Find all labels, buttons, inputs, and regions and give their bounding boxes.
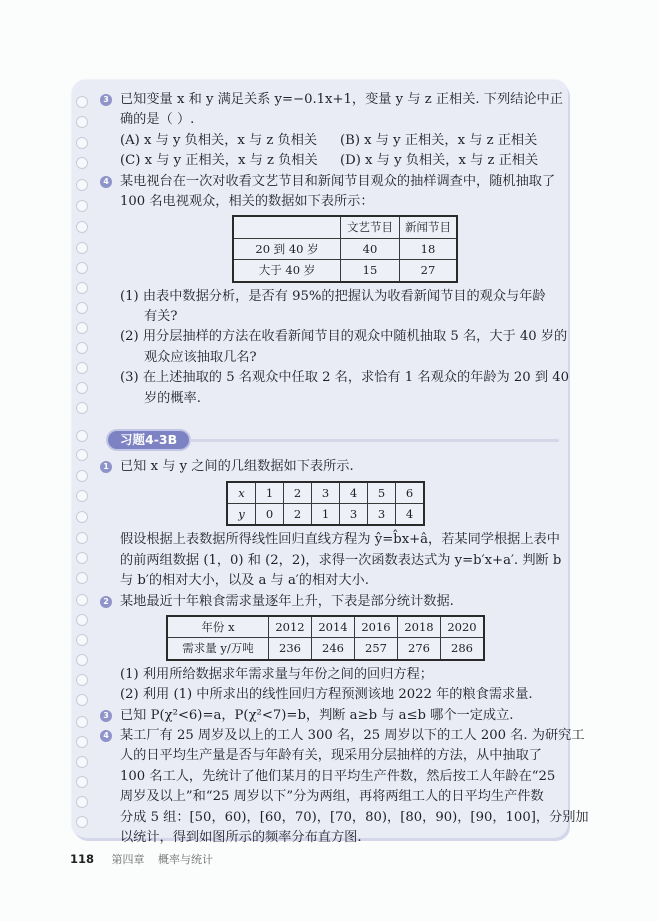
problem-text-line: 已知 P(χ²<6)=a，P(χ²<7)=b，判断 a≥b 与 a≤b 哪个一定成立.	[120, 707, 514, 723]
options-row	[120, 131, 561, 151]
subquestion-2-cont: 观众应该抽取几名?	[144, 349, 257, 365]
problem-text-line: 确的是（ ）.	[120, 112, 195, 128]
binder-hole-icon	[76, 322, 88, 334]
binder-hole-icon	[76, 634, 88, 646]
binder-hole-icon	[76, 362, 88, 374]
binder-hole-icon	[76, 221, 88, 233]
table-cell: 大于 40 岁	[233, 260, 341, 282]
problem-text-line: 周岁及以上”和“25 周岁以下”分为两组，再将两组工人的日平均生产件数	[120, 789, 544, 805]
table-cell: 2	[284, 482, 312, 504]
option-c: (C) x 与 y 正相关，x 与 z 负相关	[120, 153, 318, 169]
option-b: (B) x 与 y 正相关，x 与 z 正相关	[340, 132, 538, 148]
table-cell: 18	[400, 238, 458, 259]
subquestion-1: (1) 由表中数据分析，是否有 95%的把握认为收看新闻节目的观众与年龄	[120, 288, 546, 304]
binder-hole-icon	[76, 157, 88, 169]
subquestion-2: (2) 利用 (1) 中所求出的线性回归方程预测该地 2022 年的粮食需求量.	[120, 687, 533, 703]
binder-hole-icon	[76, 756, 88, 768]
problem-text-line: 假设根据上表数据所得线性回归直线方程为 ŷ=b̂x+â，若某同学根据上表中	[120, 532, 560, 548]
binder-hole-icon	[76, 552, 88, 564]
binder-hole-icon	[76, 796, 88, 808]
table-cell: 2014	[312, 616, 355, 638]
problem-text-line: 100 名工人，先统计了他们某月的日平均生产件数，然后按工人年龄在“25	[120, 768, 556, 784]
subquestion-2: (2) 用分层抽样的方法在收看新闻节目的观众中随机抽取 5 名，大于 40 岁的	[120, 329, 568, 345]
table-cell: 3	[368, 503, 396, 525]
binder-hole-icon	[76, 430, 88, 442]
binder-hole-icon	[76, 302, 88, 314]
binder-hole-icon	[76, 449, 88, 461]
problem-text-line: 100 名电视观众，相关的数据如下表所示：	[120, 194, 374, 210]
problem-text-line: 分成 5 组：[50，60)，[60，70)，[70，80)，[80，90)，[90，100]，分别加	[120, 809, 589, 825]
problem-b3	[96, 706, 561, 726]
problem-text-line: 已知 x 与 y 之间的几组数据如下表所示.	[120, 459, 354, 475]
problem-number-badge: 4	[100, 730, 112, 742]
table-cell: 4	[340, 482, 368, 504]
table-cell: 27	[400, 260, 458, 282]
problem-number-badge: 3	[100, 94, 112, 106]
table-cell: 2	[284, 503, 312, 525]
binder-hole-icon	[76, 511, 88, 523]
binder-hole-icon	[76, 776, 88, 788]
problem-text-line: 人的日平均生产量是否与年龄有关，现采用分层抽样的方法，从中抽取了	[120, 748, 542, 764]
table-cell: y	[227, 503, 256, 525]
binder-hole-icon	[76, 572, 88, 584]
problem-4	[96, 172, 570, 409]
problem-3	[96, 90, 561, 172]
problem-number-badge: 2	[100, 596, 112, 608]
table-header-cell: 文艺节目	[341, 216, 400, 238]
table-cell: 236	[269, 638, 312, 660]
binder-hole-icon	[76, 674, 88, 686]
page-number: 118	[70, 852, 95, 866]
page-footer	[70, 851, 213, 867]
table-cell: 40	[341, 238, 400, 259]
problem-b2	[96, 592, 561, 706]
chapter-title: 概率与统计	[158, 853, 214, 866]
problem-number-badge: 1	[100, 461, 112, 473]
section-header	[100, 427, 561, 455]
binder-hole-icon	[76, 532, 88, 544]
problem-b1	[96, 457, 561, 591]
table-cell: 需求量 y/万吨	[167, 638, 269, 660]
binder-hole-icon	[76, 736, 88, 748]
binder-hole-icon	[76, 816, 88, 828]
problem-text-line: 某电视台在一次对收看文艺节目和新闻节目观众的抽样调查中，随机抽取了	[120, 173, 556, 189]
binder-hole-icon	[76, 179, 88, 191]
subquestion-1-cont: 有关?	[144, 309, 178, 325]
problem-text-line: 某工厂有 25 周岁及以上的工人 300 名，25 周岁以下的工人 200 名. 为研究工	[120, 727, 585, 743]
binder-hole-icon	[76, 200, 88, 212]
table-cell: 2012	[269, 616, 312, 638]
table-cell: 3	[312, 482, 340, 504]
problem-b4	[96, 726, 589, 848]
binder-hole-icon	[76, 490, 88, 502]
table-cell: 4	[396, 503, 425, 525]
binder-hole-icon	[76, 614, 88, 626]
table-header-cell	[233, 216, 341, 238]
problem-text-line: 的前两组数据 (1，0) 和 (2，2)，求得一次函数表达式为 y=b′x+a′. 判断 b	[120, 552, 562, 568]
problem-text-line: 以统计，得到如图所示的频率分布直方图.	[120, 830, 362, 845]
binder-hole-icon	[76, 694, 88, 706]
subquestion-3: (3) 在上述抽取的 5 名观众中任取 2 名，求恰有 1 名观众的年龄为 20 到 40	[120, 370, 570, 386]
table-cell: 2018	[398, 616, 441, 638]
exercise-content	[96, 90, 589, 848]
problem-number-badge: 3	[100, 710, 112, 722]
binder-hole-icon	[76, 342, 88, 354]
option-d: (D) x 与 y 负相关，x 与 z 正相关	[340, 153, 539, 169]
table-cell: 276	[398, 638, 441, 660]
binder-hole-icon	[76, 402, 88, 414]
binder-hole-icon	[76, 654, 88, 666]
binder-hole-icon	[76, 470, 88, 482]
xy-data-table	[226, 481, 425, 527]
binder-hole-icon	[76, 594, 88, 606]
table-cell: 20 到 40 岁	[233, 238, 341, 259]
binder-hole-icon	[76, 137, 88, 149]
subquestion-3-cont: 岁的概率.	[144, 390, 201, 406]
binder-hole-icon	[76, 716, 88, 728]
grain-demand-table	[166, 615, 485, 661]
subquestion-1: (1) 利用所给数据求年需求量与年份之间的回归方程；	[120, 666, 433, 682]
table-header-cell: 新闻节目	[400, 216, 458, 238]
binder-hole-icon	[76, 242, 88, 254]
table-cell: 6	[396, 482, 425, 504]
binder-hole-icon	[76, 262, 88, 274]
table-cell: 286	[441, 638, 485, 660]
table-cell: 257	[355, 638, 398, 660]
table-cell: 2020	[441, 616, 485, 638]
problem-text-line: 已知变量 x 和 y 满足关系 y=−0.1x+1，变量 y 与 z 正相关. 下列结论中正	[120, 92, 563, 107]
binder-hole-icon	[76, 282, 88, 294]
table-cell: 1	[312, 503, 340, 525]
table-cell: 1	[256, 482, 284, 504]
section-title: 习题4-3B	[108, 431, 189, 449]
table-cell: 15	[341, 260, 400, 282]
binder-hole-icon	[76, 382, 88, 394]
table-cell: 5	[368, 482, 396, 504]
problem-text-line: 与 b′的相对大小，以及 a 与 a′的相对大小.	[120, 573, 369, 589]
option-a: (A) x 与 y 负相关，x 与 z 负相关	[120, 132, 318, 148]
problem-text-line: 某地最近十年粮食需求量逐年上升，下表是部分统计数据.	[120, 593, 454, 609]
table-cell: 246	[312, 638, 355, 660]
table-cell: 年份 x	[167, 616, 269, 638]
binder-hole-icon	[76, 96, 88, 108]
table-cell: x	[227, 482, 256, 504]
binder-hole-icon	[76, 116, 88, 128]
options-row	[120, 151, 561, 171]
table-cell: 0	[256, 503, 284, 525]
problem-number-badge: 4	[100, 176, 112, 188]
table-cell: 3	[340, 503, 368, 525]
table-cell: 2016	[355, 616, 398, 638]
section-divider	[190, 439, 559, 442]
tv-survey-table	[232, 215, 458, 282]
chapter-label: 第四章	[111, 853, 145, 866]
